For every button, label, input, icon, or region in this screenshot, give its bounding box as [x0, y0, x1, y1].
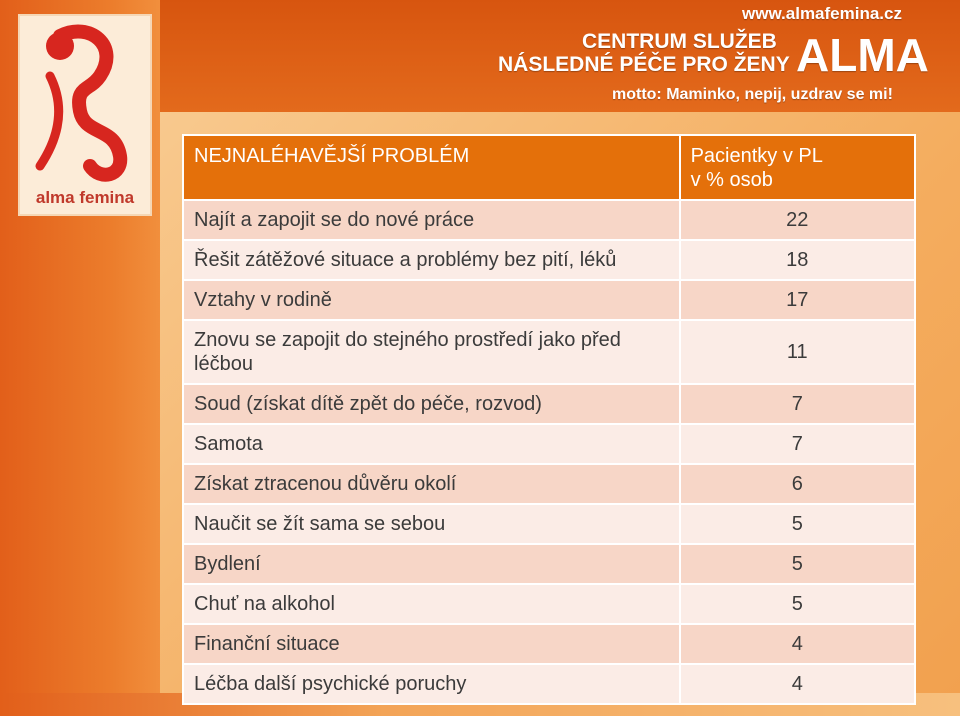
table-row	[183, 320, 915, 384]
problem-cell: Najít a zapojit se do nové práce	[183, 200, 680, 240]
logo	[18, 14, 152, 216]
motto: motto: Maminko, nepij, uzdrav se mi!	[612, 86, 893, 103]
table-row	[183, 200, 915, 240]
problem-cell: Léčba další psychické poruchy	[183, 664, 680, 704]
value-cell: 5	[680, 504, 915, 544]
problem-cell: Soud (získat dítě zpět do péče, rozvod)	[183, 384, 680, 424]
col-value-header-line2: v % osob	[690, 169, 773, 191]
problem-cell: Vztahy v rodině	[183, 280, 680, 320]
problem-cell: Naučit se žít sama se sebou	[183, 504, 680, 544]
value-cell: 18	[680, 240, 915, 280]
problem-cell: Získat ztracenou důvěru okolí	[183, 464, 680, 504]
header-line-1: CENTRUM SLUŽEB	[582, 30, 777, 53]
problem-cell: Samota	[183, 424, 680, 464]
col-value-header-line1: Pacientky v PL	[690, 145, 823, 167]
table-row	[183, 544, 915, 584]
value-cell: 11	[680, 320, 915, 384]
problem-cell: Chuť na alkohol	[183, 584, 680, 624]
table-row	[183, 584, 915, 624]
problem-cell: Bydlení	[183, 544, 680, 584]
problems-table	[182, 134, 916, 705]
value-cell: 5	[680, 544, 915, 584]
problem-cell: Řešit zátěžové situace a problémy bez pití, léků	[183, 240, 680, 280]
value-cell: 6	[680, 464, 915, 504]
table-row	[183, 624, 915, 664]
col-value-header	[680, 135, 915, 200]
header-line-2: NÁSLEDNÉ PÉČE PRO ŽENY	[498, 53, 790, 76]
table-header-row	[183, 135, 915, 200]
logo-text: alma femina	[35, 188, 135, 207]
problem-cell: Finanční situace	[183, 624, 680, 664]
table-row	[183, 424, 915, 464]
site-url: www.almafemina.cz	[742, 4, 902, 23]
value-cell: 7	[680, 424, 915, 464]
alma-femina-logo-icon	[20, 16, 150, 186]
table-row	[183, 464, 915, 504]
value-cell: 22	[680, 200, 915, 240]
value-cell: 5	[680, 584, 915, 624]
table-row	[183, 240, 915, 280]
table-row	[183, 664, 915, 704]
value-cell: 17	[680, 280, 915, 320]
value-cell: 4	[680, 664, 915, 704]
table-row	[183, 280, 915, 320]
value-cell: 7	[680, 384, 915, 424]
brand-name: ALMA	[796, 29, 929, 81]
problem-cell: Znovu se zapojit do stejného prostředí jako před léčbou	[183, 320, 680, 384]
value-cell: 4	[680, 624, 915, 664]
table-row	[183, 504, 915, 544]
col-problem-header: NEJNALÉHAVĚJŠÍ PROBLÉM	[183, 135, 680, 200]
table-row	[183, 384, 915, 424]
